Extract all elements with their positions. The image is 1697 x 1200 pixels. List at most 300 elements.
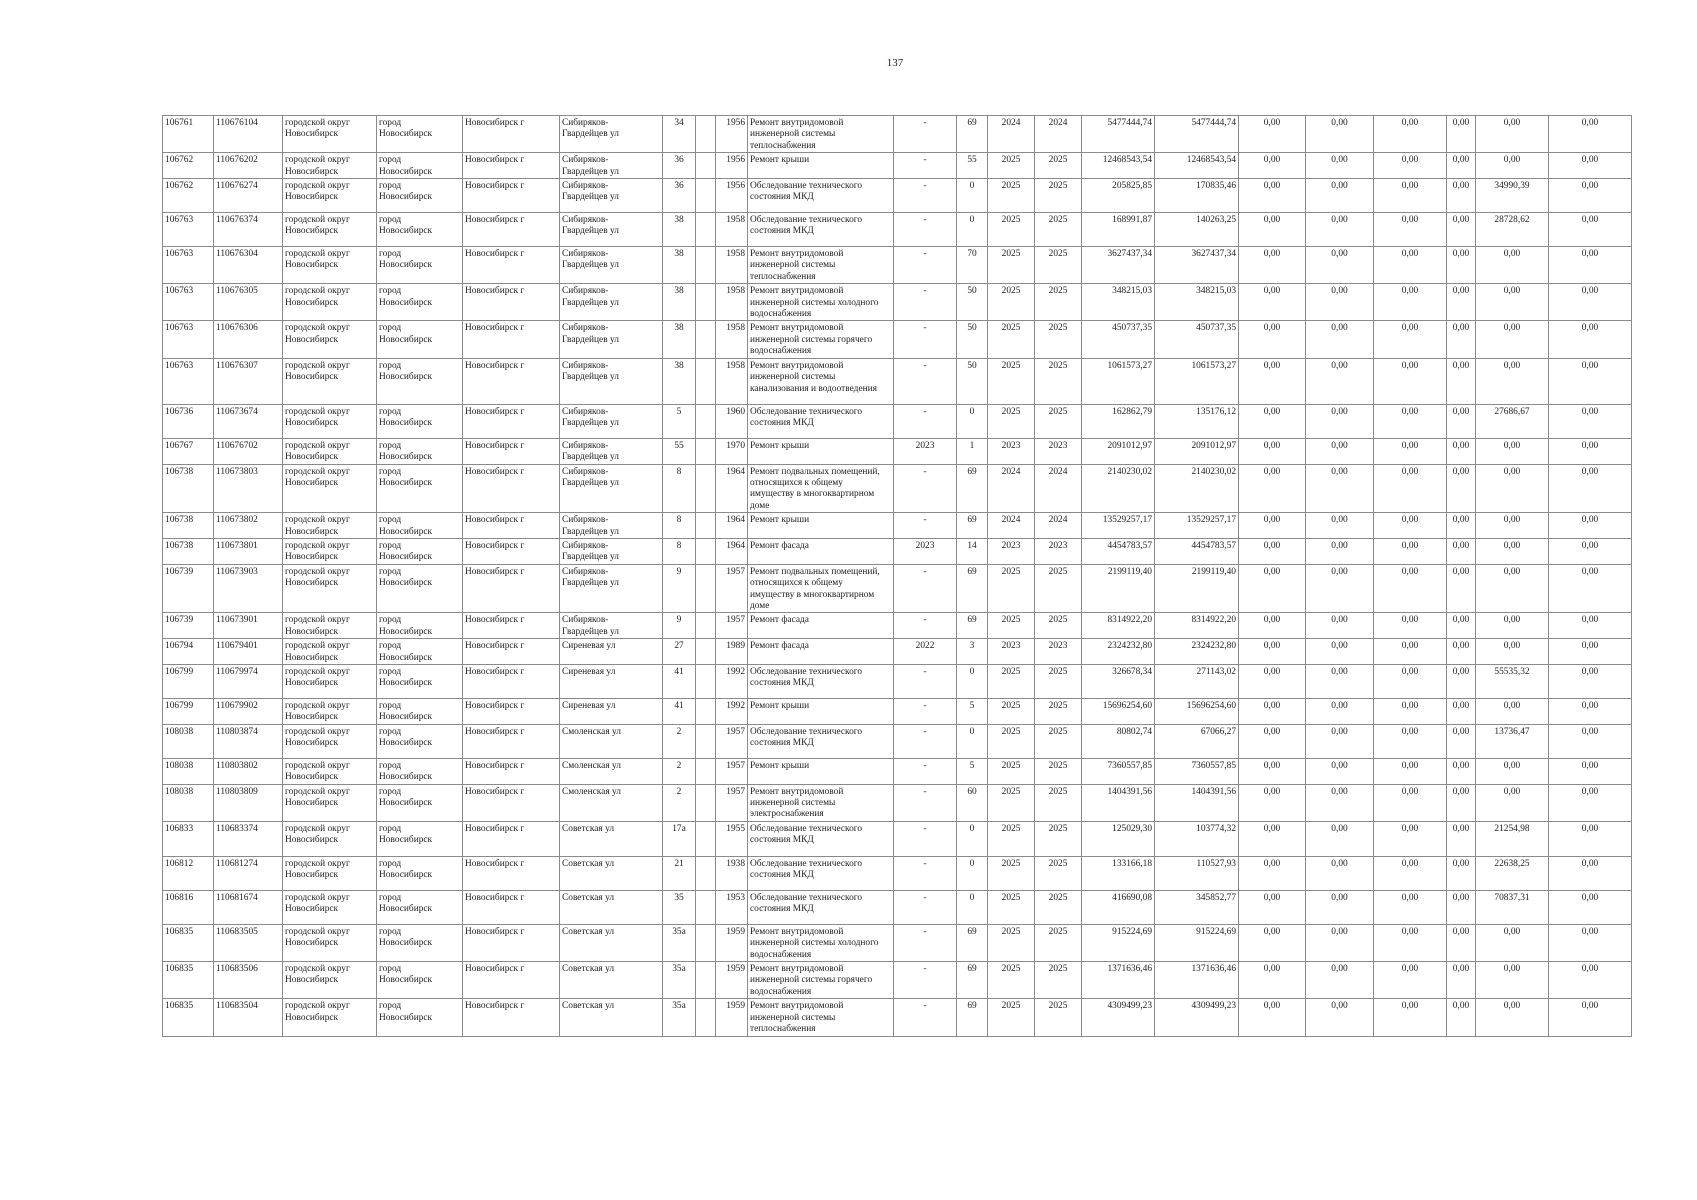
cell-municipality: городской округ Новосибирск xyxy=(283,758,377,784)
cell-build-year: 1964 xyxy=(716,538,748,564)
cell-work-code: 110679902 xyxy=(214,699,283,725)
cell-building xyxy=(696,890,716,924)
cell-prev-repair-year: 2023 xyxy=(894,538,957,564)
cell-total-cost: 12468543,54 xyxy=(1082,153,1155,179)
cell-year-from: 2025 xyxy=(988,758,1035,784)
cell-fund-cost: 2091012,97 xyxy=(1155,438,1239,464)
cell-house: 8 xyxy=(663,464,696,513)
cell-street: Советская ул xyxy=(560,856,663,890)
cell-building xyxy=(696,613,716,639)
cell-work-type: Ремонт внутридомовой инженерной системы горячего водоснабжения xyxy=(748,962,894,999)
cell-work-code: 110681674 xyxy=(214,890,283,924)
cell-year-to: 2025 xyxy=(1035,179,1082,213)
cell-work-type: Обследование технического состояния МКД xyxy=(748,821,894,856)
cell-total-cost: 1404391,56 xyxy=(1082,784,1155,821)
table-row xyxy=(163,564,1632,613)
cell-building xyxy=(696,758,716,784)
cell-value-3: 0,00 xyxy=(1374,179,1447,213)
cell-year-from: 2025 xyxy=(988,784,1035,821)
cell-city: город Новосибирск xyxy=(377,962,463,999)
table-row xyxy=(163,513,1632,539)
cell-work-code: 110681274 xyxy=(214,856,283,890)
cell-build-year: 1958 xyxy=(716,358,748,404)
cell-wear: 1 xyxy=(957,438,988,464)
cell-house: 41 xyxy=(663,699,696,725)
cell-municipality: городской округ Новосибирск xyxy=(283,924,377,961)
cell-house: 17а xyxy=(663,821,696,856)
cell-work-type: Ремонт фасада xyxy=(748,639,894,665)
cell-value-4: 0,00 xyxy=(1447,758,1476,784)
cell-prev-repair-year: - xyxy=(894,358,957,404)
cell-municipality: городской округ Новосибирск xyxy=(283,724,377,758)
cell-work-type: Ремонт внутридомовой инженерной системы холодного водоснабжения xyxy=(748,284,894,321)
cell-year-to: 2025 xyxy=(1035,924,1082,961)
cell-house: 9 xyxy=(663,564,696,613)
cell-settlement: Новосибирск г xyxy=(463,358,560,404)
cell-settlement: Новосибирск г xyxy=(463,213,560,247)
cell-value-5: 28728,62 xyxy=(1476,213,1549,247)
cell-value-6: 0,00 xyxy=(1549,404,1632,438)
cell-building xyxy=(696,821,716,856)
cell-settlement: Новосибирск г xyxy=(463,665,560,699)
cell-year-to: 2025 xyxy=(1035,213,1082,247)
cell-record-id: 106794 xyxy=(163,639,214,665)
table-row xyxy=(163,538,1632,564)
cell-value-3: 0,00 xyxy=(1374,358,1447,404)
cell-street: Сибиряков- Гвардейцев ул xyxy=(560,438,663,464)
cell-value-2: 0,00 xyxy=(1306,321,1374,358)
cell-street: Советская ул xyxy=(560,999,663,1036)
cell-prev-repair-year: - xyxy=(894,999,957,1036)
cell-year-to: 2025 xyxy=(1035,404,1082,438)
cell-value-3: 0,00 xyxy=(1374,639,1447,665)
cell-build-year: 1957 xyxy=(716,613,748,639)
cell-wear: 14 xyxy=(957,538,988,564)
registry-rows xyxy=(163,116,1632,1037)
cell-settlement: Новосибирск г xyxy=(463,999,560,1036)
cell-value-6: 0,00 xyxy=(1549,321,1632,358)
cell-work-type: Ремонт подвальных помещений, относящихся к общему имуществу в многоквартирном доме xyxy=(748,464,894,513)
cell-city: город Новосибирск xyxy=(377,924,463,961)
cell-building xyxy=(696,538,716,564)
cell-work-code: 110676307 xyxy=(214,358,283,404)
cell-value-6: 0,00 xyxy=(1549,358,1632,404)
cell-prev-repair-year: - xyxy=(894,247,957,284)
cell-fund-cost: 4309499,23 xyxy=(1155,999,1239,1036)
cell-work-type: Ремонт фасада xyxy=(748,538,894,564)
cell-fund-cost: 271143,02 xyxy=(1155,665,1239,699)
cell-value-6: 0,00 xyxy=(1549,538,1632,564)
cell-street: Сибиряков- Гвардейцев ул xyxy=(560,564,663,613)
cell-house: 38 xyxy=(663,247,696,284)
cell-house: 38 xyxy=(663,321,696,358)
cell-build-year: 1959 xyxy=(716,962,748,999)
cell-value-2: 0,00 xyxy=(1306,758,1374,784)
cell-value-1: 0,00 xyxy=(1239,856,1306,890)
cell-street: Советская ул xyxy=(560,924,663,961)
cell-prev-repair-year: 2022 xyxy=(894,639,957,665)
cell-year-from: 2025 xyxy=(988,247,1035,284)
cell-value-6: 0,00 xyxy=(1549,784,1632,821)
cell-city: город Новосибирск xyxy=(377,404,463,438)
cell-settlement: Новосибирск г xyxy=(463,784,560,821)
cell-record-id: 106738 xyxy=(163,538,214,564)
cell-year-from: 2025 xyxy=(988,153,1035,179)
cell-building xyxy=(696,179,716,213)
cell-building xyxy=(696,699,716,725)
cell-year-to: 2025 xyxy=(1035,724,1082,758)
cell-record-id: 106763 xyxy=(163,321,214,358)
table-row xyxy=(163,999,1632,1036)
cell-building xyxy=(696,856,716,890)
cell-fund-cost: 110527,93 xyxy=(1155,856,1239,890)
cell-build-year: 1992 xyxy=(716,665,748,699)
cell-value-5: 0,00 xyxy=(1476,538,1549,564)
cell-total-cost: 5477444,74 xyxy=(1082,116,1155,153)
cell-prev-repair-year: - xyxy=(894,784,957,821)
cell-build-year: 1957 xyxy=(716,564,748,613)
cell-build-year: 1958 xyxy=(716,284,748,321)
table-row xyxy=(163,665,1632,699)
cell-prev-repair-year: - xyxy=(894,513,957,539)
cell-value-2: 0,00 xyxy=(1306,821,1374,856)
cell-record-id: 106738 xyxy=(163,464,214,513)
cell-street: Сибиряков- Гвардейцев ул xyxy=(560,153,663,179)
cell-building xyxy=(696,358,716,404)
cell-record-id: 108038 xyxy=(163,724,214,758)
cell-year-from: 2025 xyxy=(988,924,1035,961)
cell-street: Сибиряков- Гвардейцев ул xyxy=(560,513,663,539)
cell-work-code: 110676304 xyxy=(214,247,283,284)
cell-year-to: 2025 xyxy=(1035,153,1082,179)
cell-value-6: 0,00 xyxy=(1549,999,1632,1036)
cell-year-from: 2025 xyxy=(988,665,1035,699)
cell-street: Советская ул xyxy=(560,962,663,999)
cell-record-id: 106812 xyxy=(163,856,214,890)
cell-city: город Новосибирск xyxy=(377,513,463,539)
cell-building xyxy=(696,284,716,321)
cell-wear: 70 xyxy=(957,247,988,284)
cell-settlement: Новосибирск г xyxy=(463,564,560,613)
cell-house: 55 xyxy=(663,438,696,464)
cell-value-1: 0,00 xyxy=(1239,699,1306,725)
cell-work-code: 110673903 xyxy=(214,564,283,613)
cell-house: 5 xyxy=(663,404,696,438)
cell-work-code: 110676374 xyxy=(214,213,283,247)
cell-prev-repair-year: - xyxy=(894,116,957,153)
cell-settlement: Новосибирск г xyxy=(463,438,560,464)
cell-value-6: 0,00 xyxy=(1549,699,1632,725)
cell-build-year: 1989 xyxy=(716,639,748,665)
cell-street: Сиреневая ул xyxy=(560,665,663,699)
cell-value-5: 0,00 xyxy=(1476,358,1549,404)
cell-wear: 0 xyxy=(957,213,988,247)
cell-house: 8 xyxy=(663,513,696,539)
cell-total-cost: 348215,03 xyxy=(1082,284,1155,321)
cell-value-6: 0,00 xyxy=(1549,856,1632,890)
cell-build-year: 1957 xyxy=(716,724,748,758)
cell-value-5: 0,00 xyxy=(1476,924,1549,961)
cell-record-id: 108038 xyxy=(163,758,214,784)
cell-fund-cost: 2140230,02 xyxy=(1155,464,1239,513)
cell-value-1: 0,00 xyxy=(1239,784,1306,821)
cell-settlement: Новосибирск г xyxy=(463,153,560,179)
cell-value-1: 0,00 xyxy=(1239,358,1306,404)
cell-total-cost: 915224,69 xyxy=(1082,924,1155,961)
cell-house: 36 xyxy=(663,153,696,179)
cell-value-3: 0,00 xyxy=(1374,247,1447,284)
cell-settlement: Новосибирск г xyxy=(463,247,560,284)
cell-total-cost: 4309499,23 xyxy=(1082,999,1155,1036)
cell-work-type: Ремонт внутридомовой инженерной системы канализования и водоотведения xyxy=(748,358,894,404)
cell-municipality: городской округ Новосибирск xyxy=(283,284,377,321)
cell-work-type: Обследование технического состояния МКД xyxy=(748,404,894,438)
cell-fund-cost: 1061573,27 xyxy=(1155,358,1239,404)
cell-prev-repair-year: - xyxy=(894,613,957,639)
cell-value-2: 0,00 xyxy=(1306,247,1374,284)
cell-value-2: 0,00 xyxy=(1306,404,1374,438)
cell-wear: 0 xyxy=(957,665,988,699)
registry-table xyxy=(162,115,1632,1037)
cell-municipality: городской округ Новосибирск xyxy=(283,321,377,358)
cell-value-3: 0,00 xyxy=(1374,821,1447,856)
cell-settlement: Новосибирск г xyxy=(463,464,560,513)
cell-year-from: 2025 xyxy=(988,284,1035,321)
cell-fund-cost: 140263,25 xyxy=(1155,213,1239,247)
cell-work-type: Обследование технического состояния МКД xyxy=(748,724,894,758)
cell-work-type: Ремонт крыши xyxy=(748,513,894,539)
cell-record-id: 106799 xyxy=(163,665,214,699)
cell-prev-repair-year: - xyxy=(894,890,957,924)
cell-wear: 69 xyxy=(957,564,988,613)
cell-wear: 0 xyxy=(957,821,988,856)
cell-value-6: 0,00 xyxy=(1549,613,1632,639)
cell-fund-cost: 15696254,60 xyxy=(1155,699,1239,725)
cell-year-from: 2023 xyxy=(988,438,1035,464)
cell-build-year: 1958 xyxy=(716,213,748,247)
cell-house: 35а xyxy=(663,962,696,999)
cell-build-year: 1956 xyxy=(716,179,748,213)
cell-value-3: 0,00 xyxy=(1374,999,1447,1036)
cell-value-3: 0,00 xyxy=(1374,321,1447,358)
cell-city: город Новосибирск xyxy=(377,639,463,665)
cell-value-2: 0,00 xyxy=(1306,564,1374,613)
cell-municipality: городской округ Новосибирск xyxy=(283,821,377,856)
cell-house: 9 xyxy=(663,613,696,639)
cell-work-code: 110683505 xyxy=(214,924,283,961)
cell-value-6: 0,00 xyxy=(1549,284,1632,321)
cell-value-3: 0,00 xyxy=(1374,116,1447,153)
cell-building xyxy=(696,321,716,358)
cell-work-type: Обследование технического состояния МКД xyxy=(748,179,894,213)
cell-year-to: 2023 xyxy=(1035,438,1082,464)
cell-work-type: Ремонт фасада xyxy=(748,613,894,639)
cell-year-to: 2025 xyxy=(1035,613,1082,639)
cell-value-3: 0,00 xyxy=(1374,856,1447,890)
cell-value-4: 0,00 xyxy=(1447,962,1476,999)
cell-build-year: 1992 xyxy=(716,699,748,725)
cell-year-from: 2025 xyxy=(988,613,1035,639)
cell-value-5: 22638,25 xyxy=(1476,856,1549,890)
cell-value-5: 13736,47 xyxy=(1476,724,1549,758)
cell-value-4: 0,00 xyxy=(1447,464,1476,513)
table-row xyxy=(163,758,1632,784)
cell-wear: 50 xyxy=(957,358,988,404)
cell-year-from: 2024 xyxy=(988,464,1035,513)
cell-build-year: 1957 xyxy=(716,758,748,784)
cell-fund-cost: 1371636,46 xyxy=(1155,962,1239,999)
cell-value-5: 0,00 xyxy=(1476,613,1549,639)
cell-municipality: городской округ Новосибирск xyxy=(283,153,377,179)
cell-municipality: городской округ Новосибирск xyxy=(283,890,377,924)
cell-city: город Новосибирск xyxy=(377,821,463,856)
cell-wear: 0 xyxy=(957,179,988,213)
table-row xyxy=(163,924,1632,961)
cell-value-6: 0,00 xyxy=(1549,890,1632,924)
cell-fund-cost: 4454783,57 xyxy=(1155,538,1239,564)
cell-value-4: 0,00 xyxy=(1447,116,1476,153)
cell-year-to: 2025 xyxy=(1035,962,1082,999)
cell-value-4: 0,00 xyxy=(1447,153,1476,179)
cell-year-to: 2024 xyxy=(1035,513,1082,539)
cell-prev-repair-year: 2023 xyxy=(894,438,957,464)
cell-work-type: Ремонт внутридомовой инженерной системы горячего водоснабжения xyxy=(748,321,894,358)
cell-record-id: 106763 xyxy=(163,284,214,321)
table-row xyxy=(163,153,1632,179)
cell-city: город Новосибирск xyxy=(377,758,463,784)
cell-work-type: Ремонт подвальных помещений, относящихся к общему имуществу в многоквартирном доме xyxy=(748,564,894,613)
cell-city: город Новосибирск xyxy=(377,464,463,513)
cell-value-1: 0,00 xyxy=(1239,513,1306,539)
cell-settlement: Новосибирск г xyxy=(463,284,560,321)
cell-total-cost: 3627437,34 xyxy=(1082,247,1155,284)
cell-wear: 69 xyxy=(957,962,988,999)
cell-value-5: 0,00 xyxy=(1476,464,1549,513)
cell-settlement: Новосибирск г xyxy=(463,962,560,999)
cell-prev-repair-year: - xyxy=(894,665,957,699)
cell-value-4: 0,00 xyxy=(1447,213,1476,247)
cell-fund-cost: 2199119,40 xyxy=(1155,564,1239,613)
cell-street: Сиреневая ул xyxy=(560,699,663,725)
cell-wear: 69 xyxy=(957,513,988,539)
cell-year-from: 2023 xyxy=(988,538,1035,564)
cell-year-to: 2025 xyxy=(1035,821,1082,856)
cell-work-type: Ремонт крыши xyxy=(748,438,894,464)
cell-total-cost: 8314922,20 xyxy=(1082,613,1155,639)
cell-year-from: 2025 xyxy=(988,358,1035,404)
cell-city: город Новосибирск xyxy=(377,724,463,758)
cell-prev-repair-year: - xyxy=(894,758,957,784)
cell-settlement: Новосибирск г xyxy=(463,821,560,856)
cell-city: город Новосибирск xyxy=(377,999,463,1036)
cell-year-from: 2025 xyxy=(988,890,1035,924)
cell-house: 8 xyxy=(663,538,696,564)
cell-year-from: 2025 xyxy=(988,999,1035,1036)
cell-building xyxy=(696,724,716,758)
cell-wear: 69 xyxy=(957,116,988,153)
cell-municipality: городской округ Новосибирск xyxy=(283,639,377,665)
cell-value-6: 0,00 xyxy=(1549,179,1632,213)
cell-municipality: городской округ Новосибирск xyxy=(283,856,377,890)
cell-value-4: 0,00 xyxy=(1447,784,1476,821)
cell-wear: 0 xyxy=(957,724,988,758)
cell-year-to: 2025 xyxy=(1035,564,1082,613)
cell-value-4: 0,00 xyxy=(1447,358,1476,404)
cell-work-code: 110676104 xyxy=(214,116,283,153)
table-row xyxy=(163,438,1632,464)
cell-year-to: 2025 xyxy=(1035,699,1082,725)
cell-prev-repair-year: - xyxy=(894,284,957,321)
cell-settlement: Новосибирск г xyxy=(463,856,560,890)
table-row xyxy=(163,213,1632,247)
cell-build-year: 1956 xyxy=(716,153,748,179)
cell-record-id: 106763 xyxy=(163,247,214,284)
cell-municipality: городской округ Новосибирск xyxy=(283,784,377,821)
cell-value-1: 0,00 xyxy=(1239,116,1306,153)
cell-municipality: городской округ Новосибирск xyxy=(283,438,377,464)
cell-work-type: Обследование технического состояния МКД xyxy=(748,890,894,924)
cell-record-id: 106835 xyxy=(163,962,214,999)
cell-build-year: 1958 xyxy=(716,247,748,284)
cell-value-6: 0,00 xyxy=(1549,639,1632,665)
cell-street: Сибиряков- Гвардейцев ул xyxy=(560,321,663,358)
cell-house: 38 xyxy=(663,284,696,321)
cell-work-type: Ремонт внутридомовой инженерной системы холодного водоснабжения xyxy=(748,924,894,961)
cell-total-cost: 7360557,85 xyxy=(1082,758,1155,784)
cell-street: Советская ул xyxy=(560,821,663,856)
cell-building xyxy=(696,564,716,613)
cell-value-4: 0,00 xyxy=(1447,538,1476,564)
cell-settlement: Новосибирск г xyxy=(463,513,560,539)
cell-build-year: 1938 xyxy=(716,856,748,890)
cell-fund-cost: 450737,35 xyxy=(1155,321,1239,358)
table-row xyxy=(163,464,1632,513)
cell-value-4: 0,00 xyxy=(1447,321,1476,358)
cell-value-2: 0,00 xyxy=(1306,665,1374,699)
cell-house: 38 xyxy=(663,213,696,247)
cell-fund-cost: 2324232,80 xyxy=(1155,639,1239,665)
cell-build-year: 1959 xyxy=(716,924,748,961)
cell-value-2: 0,00 xyxy=(1306,213,1374,247)
cell-municipality: городской округ Новосибирск xyxy=(283,358,377,404)
cell-city: город Новосибирск xyxy=(377,213,463,247)
cell-value-4: 0,00 xyxy=(1447,856,1476,890)
cell-building xyxy=(696,962,716,999)
cell-street: Сибиряков- Гвардейцев ул xyxy=(560,247,663,284)
cell-value-3: 0,00 xyxy=(1374,699,1447,725)
cell-value-6: 0,00 xyxy=(1549,247,1632,284)
cell-street: Смоленская ул xyxy=(560,724,663,758)
cell-value-2: 0,00 xyxy=(1306,699,1374,725)
cell-value-4: 0,00 xyxy=(1447,665,1476,699)
cell-house: 2 xyxy=(663,724,696,758)
cell-value-1: 0,00 xyxy=(1239,821,1306,856)
cell-city: город Новосибирск xyxy=(377,247,463,284)
cell-street: Сибиряков- Гвардейцев ул xyxy=(560,404,663,438)
cell-building xyxy=(696,438,716,464)
cell-value-1: 0,00 xyxy=(1239,890,1306,924)
cell-wear: 5 xyxy=(957,758,988,784)
cell-prev-repair-year: - xyxy=(894,699,957,725)
cell-record-id: 106761 xyxy=(163,116,214,153)
cell-value-1: 0,00 xyxy=(1239,179,1306,213)
cell-record-id: 106736 xyxy=(163,404,214,438)
cell-total-cost: 133166,18 xyxy=(1082,856,1155,890)
cell-year-from: 2025 xyxy=(988,404,1035,438)
cell-year-to: 2025 xyxy=(1035,999,1082,1036)
cell-year-to: 2025 xyxy=(1035,358,1082,404)
cell-settlement: Новосибирск г xyxy=(463,404,560,438)
